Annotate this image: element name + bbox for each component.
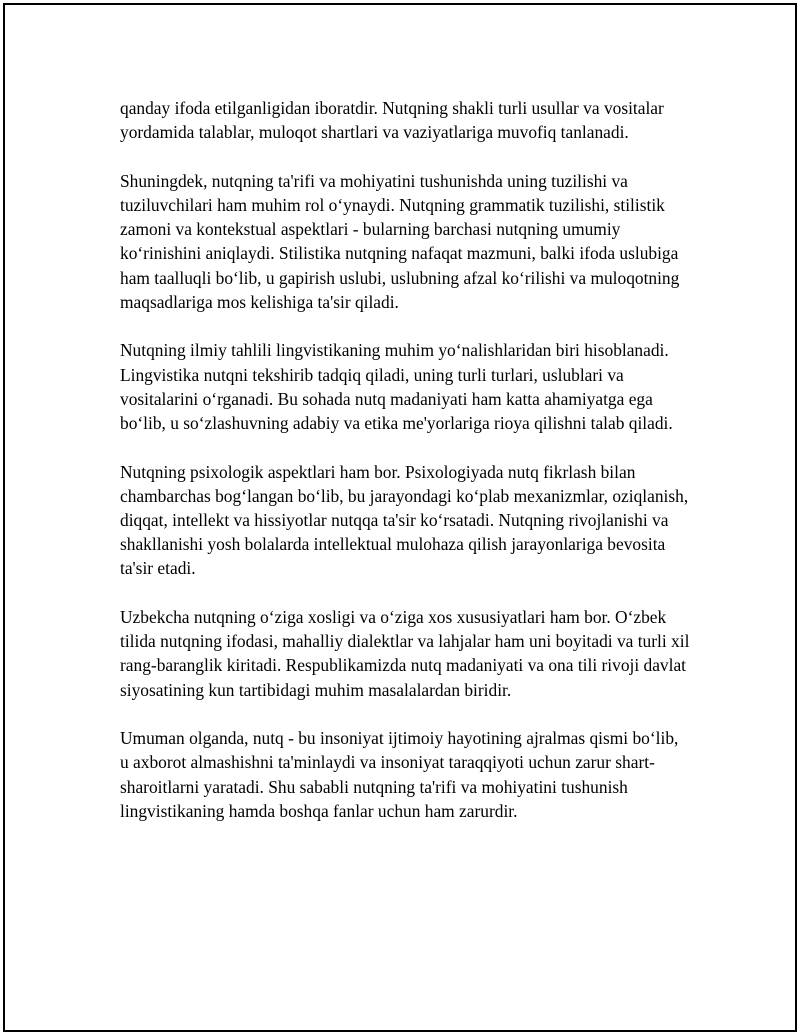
paragraph: Uzbekcha nutqning oʻziga xosligi va oʻziga xos xususiyatlari ham bor. Oʻzbek tilida nutqning ifodasi, mahalliy dialektlar va lahjalar ham uni boyitadi va turli xil rang-baranglik kiritadi. Respublikamizda nutq madaniyati va ona tili rivoji davlat siyosatining kun tartibidagi muhim masalalardan biridir. xyxy=(120,607,690,700)
paragraph: qanday ifoda etilganligidan iboratdir. Nutqning shakli turli usullar va vositalar yordamida talablar, muloqot shartlari va vaziyatlariga muvofiq tanlanadi. xyxy=(120,98,664,143)
paragraph: Umuman olganda, nutq - bu insoniyat ijtimoiy hayotining ajralmas qismi boʻlib, u axborot almashishni ta'minlaydi va insoniyat taraqqiyoti uchun zarur shart-sharoitlarni yaratadi. Shu sababli nutqning ta'rifi va mohiyatini tushunish lingvistikaning hamda boshqa fanlar uchun ham zarurdir. xyxy=(120,728,679,821)
paragraph: Nutqning psixologik aspektlari ham bor. Psixologiyada nutq fikrlash bilan chambarchas bogʻlangan boʻlib, bu jarayondagi koʻplab mexanizmlar, oziqlanish, diqqat, intellekt va hissiyotlar nutqqa ta'sir koʻrsatadi. Nutqning rivojlanishi va shakllanishi yosh bolalarda intellektual mulohaza qilish jarayonlariga bevosita ta'sir etadi. xyxy=(120,461,689,579)
paragraph: Shuningdek, nutqning ta'rifi va mohiyatini tushunishda uning tuzilishi va tuziluvchilari ham muhim rol oʻynaydi. Nutqning grammatik tuzilishi, stilistik zamoni va kontekstual aspektlari - bularning barchasi nutqning umumiy koʻrinishini aniqlaydi. Stilistika nutqning nafaqat mazmuni, balki ifoda uslubiga ham taalluqli boʻlib, u gapirish uslubi, uslubning afzal koʻrilishi va muloqotning maqsadlariga mos kelishiga ta'sir qiladi. xyxy=(120,170,680,312)
document-page xyxy=(3,3,797,1032)
paragraph: Nutqning ilmiy tahlili lingvistikaning muhim yoʻnalishlaridan biri hisoblanadi. Lingvistika nutqni tekshirib tadqiq qiladi, uning turli turlari, uslublari va vositalarini oʻrganadi. Bu sohada nutq madaniyati ham katta ahamiyatga ega boʻlib, u soʻzlashuvning adabiy va etika me'yorlariga rioya qilishni talab qiladi. xyxy=(120,340,673,434)
document-body xyxy=(120,96,690,847)
